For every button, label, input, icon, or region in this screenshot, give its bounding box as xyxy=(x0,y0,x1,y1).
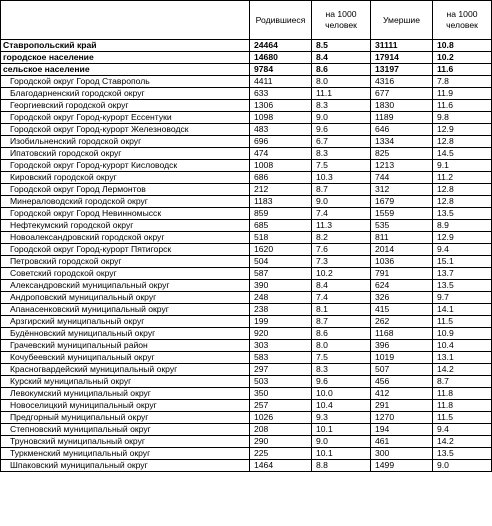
header-deaths-rate: на 1000 человек xyxy=(433,1,492,40)
cell-deaths-rate: 8.7 xyxy=(433,376,492,388)
cell-births-rate: 7.5 xyxy=(312,160,371,172)
cell-deaths-rate: 9.8 xyxy=(433,112,492,124)
cell-territory: Курский муниципальный округ xyxy=(1,376,250,388)
cell-births-rate: 8.0 xyxy=(312,340,371,352)
table-row xyxy=(1,388,492,400)
cell-births-rate: 8.1 xyxy=(312,304,371,316)
cell-territory: Городской округ Город-курорт Железноводск xyxy=(1,124,250,136)
table-row xyxy=(1,400,492,412)
cell-births: 518 xyxy=(250,232,312,244)
table-row xyxy=(1,364,492,376)
table-row xyxy=(1,256,492,268)
header-territory xyxy=(1,1,250,40)
cell-births-rate: 9.0 xyxy=(312,436,371,448)
table-row xyxy=(1,124,492,136)
table-row xyxy=(1,160,492,172)
cell-births: 1008 xyxy=(250,160,312,172)
table-row xyxy=(1,328,492,340)
cell-births-rate: 8.3 xyxy=(312,364,371,376)
cell-births: 208 xyxy=(250,424,312,436)
cell-births: 14680 xyxy=(250,52,312,64)
cell-deaths: 507 xyxy=(371,364,433,376)
cell-deaths-rate: 13.5 xyxy=(433,448,492,460)
cell-territory: Георгиевский городской округ xyxy=(1,100,250,112)
cell-deaths: 1499 xyxy=(371,460,433,472)
cell-births: 297 xyxy=(250,364,312,376)
cell-deaths: 791 xyxy=(371,268,433,280)
cell-deaths-rate: 12.8 xyxy=(433,196,492,208)
cell-births-rate: 10.0 xyxy=(312,388,371,400)
cell-deaths-rate: 9.0 xyxy=(433,460,492,472)
cell-births: 257 xyxy=(250,400,312,412)
cell-territory: Левокумский муниципальный округ xyxy=(1,388,250,400)
cell-territory: Апанасенковский муниципальный округ xyxy=(1,304,250,316)
cell-deaths-rate: 11.5 xyxy=(433,412,492,424)
cell-births-rate: 9.3 xyxy=(312,412,371,424)
cell-births-rate: 8.0 xyxy=(312,76,371,88)
cell-deaths: 677 xyxy=(371,88,433,100)
cell-deaths: 412 xyxy=(371,388,433,400)
cell-deaths-rate: 10.2 xyxy=(433,52,492,64)
cell-births: 390 xyxy=(250,280,312,292)
cell-deaths-rate: 11.9 xyxy=(433,88,492,100)
cell-deaths: 624 xyxy=(371,280,433,292)
cell-deaths-rate: 14.5 xyxy=(433,148,492,160)
cell-territory: городское население xyxy=(1,52,250,64)
table-header xyxy=(1,1,492,40)
cell-births-rate: 10.1 xyxy=(312,424,371,436)
cell-deaths: 1559 xyxy=(371,208,433,220)
cell-deaths-rate: 10.8 xyxy=(433,40,492,52)
cell-deaths-rate: 9.7 xyxy=(433,292,492,304)
cell-deaths: 1036 xyxy=(371,256,433,268)
table-row xyxy=(1,100,492,112)
cell-births: 4411 xyxy=(250,76,312,88)
cell-births: 1098 xyxy=(250,112,312,124)
cell-deaths: 646 xyxy=(371,124,433,136)
table-row xyxy=(1,448,492,460)
header-deaths: Умершие xyxy=(371,1,433,40)
cell-territory: Шпаковский муниципальный округ xyxy=(1,460,250,472)
cell-territory: Предгорный муниципальный округ xyxy=(1,412,250,424)
cell-births-rate: 8.7 xyxy=(312,184,371,196)
cell-territory: Новоалександровский городской округ xyxy=(1,232,250,244)
cell-deaths: 31111 xyxy=(371,40,433,52)
cell-territory: Изобильненский городской округ xyxy=(1,136,250,148)
cell-deaths: 396 xyxy=(371,340,433,352)
cell-births-rate: 7.4 xyxy=(312,208,371,220)
cell-deaths-rate: 13.1 xyxy=(433,352,492,364)
cell-deaths: 1189 xyxy=(371,112,433,124)
cell-deaths-rate: 10.4 xyxy=(433,340,492,352)
cell-deaths-rate: 12.9 xyxy=(433,124,492,136)
cell-territory: Туркменский муниципальный округ xyxy=(1,448,250,460)
cell-deaths-rate: 12.9 xyxy=(433,232,492,244)
cell-births: 859 xyxy=(250,208,312,220)
cell-births: 290 xyxy=(250,436,312,448)
cell-births: 696 xyxy=(250,136,312,148)
cell-births-rate: 7.3 xyxy=(312,256,371,268)
cell-births-rate: 8.8 xyxy=(312,460,371,472)
cell-territory: Красногвардейский муниципальный округ xyxy=(1,364,250,376)
cell-deaths-rate: 10.9 xyxy=(433,328,492,340)
cell-births-rate: 11.1 xyxy=(312,88,371,100)
cell-births-rate: 8.6 xyxy=(312,328,371,340)
table-row xyxy=(1,280,492,292)
cell-births: 633 xyxy=(250,88,312,100)
cell-deaths-rate: 12.8 xyxy=(433,136,492,148)
cell-territory: Кочубеевский муниципальный округ xyxy=(1,352,250,364)
cell-deaths: 1168 xyxy=(371,328,433,340)
cell-births: 1026 xyxy=(250,412,312,424)
cell-births: 350 xyxy=(250,388,312,400)
table-row xyxy=(1,304,492,316)
cell-births: 503 xyxy=(250,376,312,388)
table-row xyxy=(1,316,492,328)
cell-births-rate: 8.5 xyxy=(312,40,371,52)
table-row xyxy=(1,148,492,160)
cell-territory: Грачевский муниципальный район xyxy=(1,340,250,352)
cell-deaths: 415 xyxy=(371,304,433,316)
table-row xyxy=(1,292,492,304)
cell-deaths-rate: 9.4 xyxy=(433,244,492,256)
table-row xyxy=(1,220,492,232)
table-row xyxy=(1,196,492,208)
table-row xyxy=(1,76,492,88)
cell-territory: Ипатовский городской округ xyxy=(1,148,250,160)
cell-territory: Городской округ Город-курорт Ессентуки xyxy=(1,112,250,124)
cell-territory: сельское население xyxy=(1,64,250,76)
cell-territory: Городской округ Город-курорт Пятигорск xyxy=(1,244,250,256)
cell-births: 1306 xyxy=(250,100,312,112)
cell-deaths: 1830 xyxy=(371,100,433,112)
table-row xyxy=(1,412,492,424)
cell-deaths-rate: 12.8 xyxy=(433,184,492,196)
cell-births: 583 xyxy=(250,352,312,364)
cell-territory: Андроповский муниципальный округ xyxy=(1,292,250,304)
cell-births-rate: 6.7 xyxy=(312,136,371,148)
cell-deaths: 461 xyxy=(371,436,433,448)
cell-deaths: 456 xyxy=(371,376,433,388)
cell-territory: Городской округ Город Лермонтов xyxy=(1,184,250,196)
cell-territory: Труновский муниципальный округ xyxy=(1,436,250,448)
cell-deaths: 291 xyxy=(371,400,433,412)
cell-territory: Ставропольский край xyxy=(1,40,250,52)
cell-births: 587 xyxy=(250,268,312,280)
table-row xyxy=(1,232,492,244)
cell-births: 474 xyxy=(250,148,312,160)
header-births-rate: на 1000 человек xyxy=(312,1,371,40)
cell-territory: Новоселицкий муниципальный округ xyxy=(1,400,250,412)
cell-births: 1183 xyxy=(250,196,312,208)
cell-deaths-rate: 14.2 xyxy=(433,364,492,376)
summary-row xyxy=(1,40,492,52)
cell-deaths: 1270 xyxy=(371,412,433,424)
cell-births-rate: 8.4 xyxy=(312,280,371,292)
cell-births: 303 xyxy=(250,340,312,352)
cell-territory: Городской округ Город-курорт Кисловодск xyxy=(1,160,250,172)
cell-deaths-rate: 11.8 xyxy=(433,388,492,400)
cell-deaths-rate: 9.1 xyxy=(433,160,492,172)
table-row xyxy=(1,376,492,388)
cell-births-rate: 8.2 xyxy=(312,232,371,244)
cell-births-rate: 9.6 xyxy=(312,124,371,136)
cell-deaths: 825 xyxy=(371,148,433,160)
cell-territory: Городской округ Город Ставрополь xyxy=(1,76,250,88)
summary-row xyxy=(1,52,492,64)
table-row xyxy=(1,244,492,256)
cell-births-rate: 10.4 xyxy=(312,400,371,412)
table-row xyxy=(1,460,492,472)
cell-territory: Александровский муниципальный округ xyxy=(1,280,250,292)
cell-deaths-rate: 9.4 xyxy=(433,424,492,436)
table-row xyxy=(1,424,492,436)
cell-deaths-rate: 13.5 xyxy=(433,280,492,292)
cell-births: 212 xyxy=(250,184,312,196)
table-row xyxy=(1,184,492,196)
cell-births-rate: 7.5 xyxy=(312,352,371,364)
cell-deaths: 326 xyxy=(371,292,433,304)
cell-deaths-rate: 7.8 xyxy=(433,76,492,88)
cell-deaths: 13197 xyxy=(371,64,433,76)
cell-births: 238 xyxy=(250,304,312,316)
cell-territory: Советский городской округ xyxy=(1,268,250,280)
cell-births-rate: 7.4 xyxy=(312,292,371,304)
cell-births-rate: 8.6 xyxy=(312,64,371,76)
cell-deaths: 744 xyxy=(371,172,433,184)
cell-deaths-rate: 11.8 xyxy=(433,400,492,412)
cell-births: 199 xyxy=(250,316,312,328)
cell-births-rate: 10.1 xyxy=(312,448,371,460)
table-row xyxy=(1,172,492,184)
table-row xyxy=(1,136,492,148)
cell-deaths-rate: 13.7 xyxy=(433,268,492,280)
cell-births-rate: 8.7 xyxy=(312,316,371,328)
table-row xyxy=(1,268,492,280)
cell-territory: Нефтекумский городской округ xyxy=(1,220,250,232)
cell-territory: Минераловодский городской округ xyxy=(1,196,250,208)
cell-births-rate: 9.0 xyxy=(312,196,371,208)
table-row xyxy=(1,208,492,220)
table-row xyxy=(1,340,492,352)
cell-deaths: 17914 xyxy=(371,52,433,64)
cell-births: 24464 xyxy=(250,40,312,52)
table-body xyxy=(1,40,492,472)
cell-territory: Кировский городской округ xyxy=(1,172,250,184)
cell-births: 1464 xyxy=(250,460,312,472)
cell-births: 1620 xyxy=(250,244,312,256)
cell-births: 483 xyxy=(250,124,312,136)
cell-deaths: 312 xyxy=(371,184,433,196)
cell-deaths-rate: 11.5 xyxy=(433,316,492,328)
cell-births: 9784 xyxy=(250,64,312,76)
cell-deaths-rate: 11.2 xyxy=(433,172,492,184)
cell-births-rate: 11.3 xyxy=(312,220,371,232)
table-row xyxy=(1,88,492,100)
cell-births-rate: 9.0 xyxy=(312,112,371,124)
cell-births-rate: 7.6 xyxy=(312,244,371,256)
cell-deaths: 262 xyxy=(371,316,433,328)
cell-deaths-rate: 13.5 xyxy=(433,208,492,220)
cell-births-rate: 8.3 xyxy=(312,100,371,112)
cell-births-rate: 10.2 xyxy=(312,268,371,280)
cell-territory: Будённовский муниципальный округ xyxy=(1,328,250,340)
cell-births-rate: 8.4 xyxy=(312,52,371,64)
cell-deaths: 4316 xyxy=(371,76,433,88)
table-row xyxy=(1,112,492,124)
cell-deaths-rate: 8.9 xyxy=(433,220,492,232)
cell-deaths: 1679 xyxy=(371,196,433,208)
summary-row xyxy=(1,64,492,76)
cell-deaths: 811 xyxy=(371,232,433,244)
table-row xyxy=(1,436,492,448)
cell-deaths-rate: 15.1 xyxy=(433,256,492,268)
cell-births: 686 xyxy=(250,172,312,184)
cell-deaths: 2014 xyxy=(371,244,433,256)
table-row xyxy=(1,352,492,364)
cell-deaths-rate: 11.6 xyxy=(433,100,492,112)
cell-births-rate: 9.6 xyxy=(312,376,371,388)
cell-territory: Городской округ Город Невинномысск xyxy=(1,208,250,220)
cell-births: 225 xyxy=(250,448,312,460)
cell-deaths-rate: 14.2 xyxy=(433,436,492,448)
cell-births-rate: 10.3 xyxy=(312,172,371,184)
cell-births: 685 xyxy=(250,220,312,232)
cell-deaths-rate: 14.1 xyxy=(433,304,492,316)
cell-births: 920 xyxy=(250,328,312,340)
cell-deaths: 1213 xyxy=(371,160,433,172)
cell-deaths: 194 xyxy=(371,424,433,436)
cell-territory: Петровский городской округ xyxy=(1,256,250,268)
cell-births-rate: 8.3 xyxy=(312,148,371,160)
cell-deaths: 1019 xyxy=(371,352,433,364)
cell-births: 504 xyxy=(250,256,312,268)
cell-deaths: 300 xyxy=(371,448,433,460)
header-row xyxy=(1,1,492,40)
cell-territory: Арзгирский муниципальный округ xyxy=(1,316,250,328)
cell-births: 248 xyxy=(250,292,312,304)
cell-territory: Благодарненский городской округ xyxy=(1,88,250,100)
header-births: Родившиеся xyxy=(250,1,312,40)
cell-deaths-rate: 11.6 xyxy=(433,64,492,76)
cell-territory: Степновский муниципальный округ xyxy=(1,424,250,436)
cell-deaths: 1334 xyxy=(371,136,433,148)
cell-deaths: 535 xyxy=(371,220,433,232)
